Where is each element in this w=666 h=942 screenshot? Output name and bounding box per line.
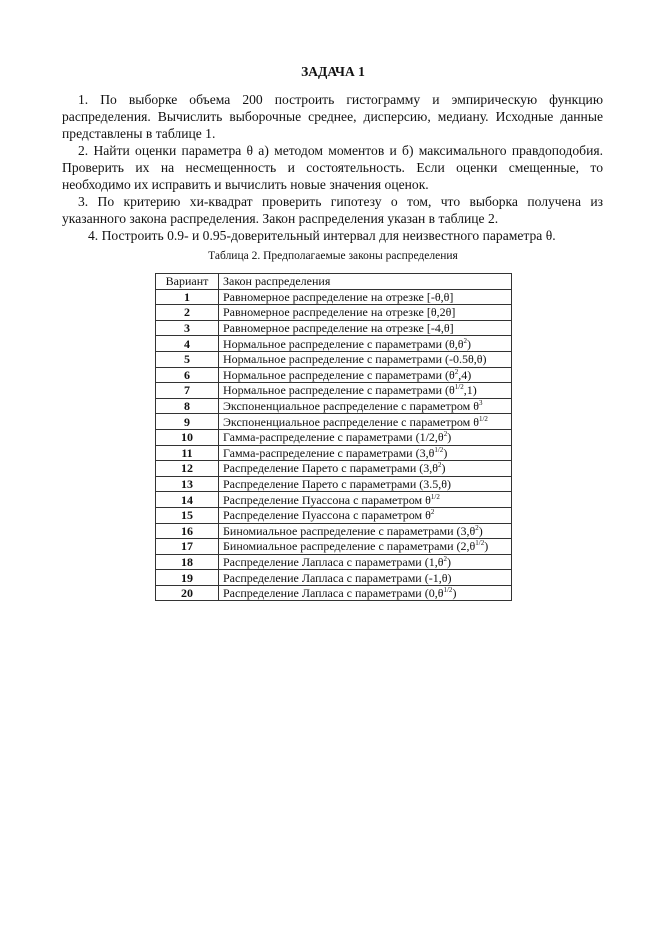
table-row	[156, 383, 512, 399]
distribution-law	[219, 367, 512, 383]
distribution-law	[219, 305, 512, 321]
variant-number: 19	[156, 570, 219, 586]
distribution-law	[219, 554, 512, 570]
distribution-law	[219, 320, 512, 336]
distribution-law	[219, 523, 512, 539]
law-post: )	[478, 523, 483, 538]
law-sup: 1/2	[475, 539, 485, 548]
law-pre: Распределение Лапласа с параметрами (-1,θ)	[223, 570, 452, 585]
page-title: ЗАДАЧА 1	[301, 64, 365, 79]
law-pre: Биномиальное распределение с параметрами (3,θ	[223, 523, 476, 538]
variant-number: 11	[156, 445, 219, 461]
law-pre: Нормальное распределение с параметрами (θ	[223, 383, 455, 398]
variant-number: 16	[156, 523, 219, 539]
law-pre: Экспоненциальное распределение с параметром θ	[223, 399, 479, 414]
law-pre: Гамма-распределение с параметрами (1/2,θ	[223, 430, 444, 445]
table-row	[156, 414, 512, 430]
law-pre: Гамма-распределение с параметрами (3,θ	[223, 445, 435, 460]
law-pre: Равномерное распределение на отрезке [θ,2θ]	[223, 305, 456, 320]
variant-number: 4	[156, 336, 219, 352]
variant-number: 9	[156, 414, 219, 430]
table-header-row	[156, 274, 512, 290]
law-sup: 2	[430, 508, 435, 517]
law-post: ,1)	[463, 383, 477, 398]
law-sup: 1/2	[454, 383, 464, 392]
distribution-law	[219, 507, 512, 523]
variant-number: 10	[156, 429, 219, 445]
law-pre: Распределение Парето с параметрами (3.5,θ)	[223, 477, 452, 492]
law-sup: 2	[443, 554, 447, 563]
law-post: )	[441, 461, 446, 476]
law-sup: 2	[443, 430, 448, 439]
law-sup: 1/2	[443, 586, 453, 595]
table-row	[156, 492, 512, 508]
law-post: )	[443, 445, 448, 460]
table-row	[156, 507, 512, 523]
variant-number: 5	[156, 351, 219, 367]
variant-number: 2	[156, 305, 219, 321]
law-pre: Распределение Пуассона с параметром θ	[223, 492, 431, 507]
table-row	[156, 523, 512, 539]
table-row	[156, 336, 512, 352]
table-row	[156, 367, 512, 383]
table-row	[156, 305, 512, 321]
distribution-law	[219, 476, 512, 492]
table-row	[156, 539, 512, 555]
distribution-law	[219, 570, 512, 586]
table-caption: Таблица 2. Предполагаемые законы распределения	[208, 250, 458, 262]
table-row	[156, 476, 512, 492]
variant-number: 13	[156, 476, 219, 492]
distribution-table	[155, 273, 512, 601]
task-item-4: 4. Построить 0.9- и 0.95-доверительный интервал для неизвестного параметра θ.	[88, 228, 556, 243]
law-pre: Распределение Пуассона с параметром θ	[223, 508, 431, 523]
distribution-law	[219, 289, 512, 305]
variant-number: 14	[156, 492, 219, 508]
law-pre: Нормальное распределение с параметрами (θ	[223, 367, 455, 382]
law-post: ,4)	[458, 367, 472, 382]
task-list	[62, 91, 603, 244]
variant-number: 6	[156, 367, 219, 383]
law-sup: 2	[454, 367, 459, 376]
distribution-law	[219, 429, 512, 445]
law-sup: 3	[478, 399, 483, 408]
table-row	[156, 289, 512, 305]
law-pre: Нормальное распределение с параметрами (θ,θ	[223, 336, 464, 351]
distribution-law	[219, 445, 512, 461]
distribution-law	[219, 492, 512, 508]
table-row	[156, 570, 512, 586]
variant-number: 20	[156, 585, 219, 601]
variant-number: 17	[156, 539, 219, 555]
distribution-law	[219, 585, 512, 601]
law-post: )	[484, 539, 489, 554]
law-sup: 1/2	[430, 492, 440, 501]
task-item-1: 1. По выборке объема 200 построить гистограмму и эмпирическую функцию распределения. Вычислить выборочные среднее, дисперсию, медиану. Исходные данные представлены в таблице 1.	[62, 92, 603, 141]
law-post: )	[446, 554, 451, 569]
law-pre: Экспоненциальное распределение с параметром θ	[223, 414, 479, 429]
table-row	[156, 398, 512, 414]
law-pre: Нормальное распределение с параметрами (-0.5θ,θ)	[223, 352, 487, 367]
distribution-law	[219, 461, 512, 477]
distribution-law	[219, 336, 512, 352]
law-pre: Распределение Парето с параметрами (3,θ	[223, 461, 439, 476]
variant-number: 8	[156, 398, 219, 414]
variant-number: 7	[156, 383, 219, 399]
distribution-law	[219, 383, 512, 399]
variant-number: 1	[156, 289, 219, 305]
header-law: Закон распределения	[219, 274, 512, 290]
law-sup: 2	[463, 336, 467, 345]
law-post: )	[452, 586, 457, 601]
law-pre: Равномерное распределение на отрезке [-θ,θ]	[223, 289, 454, 304]
distribution-law	[219, 351, 512, 367]
table-row	[156, 461, 512, 477]
table-row	[156, 320, 512, 336]
variant-number: 15	[156, 507, 219, 523]
task-item-3: 3. По критерию хи-квадрат проверить гипотезу о том, что выборка получена из указанного закона распределения. Закон распределения указан в таблице 2.	[62, 194, 603, 226]
law-pre: Равномерное распределение на отрезке [-4,θ]	[223, 321, 454, 336]
table-row	[156, 585, 512, 601]
variant-number: 3	[156, 320, 219, 336]
law-sup: 2	[438, 461, 442, 470]
table-row	[156, 554, 512, 570]
task-item-2: 2. Найти оценки параметра θ а) методом моментов и б) максимального правдоподобия. Проверить их на несмещенность и состоятельность. Если оценки смещенные, то необходимо их исправить и вычислить новые значения оценок.	[62, 143, 603, 192]
variant-number: 18	[156, 554, 219, 570]
law-pre: Биномиальное распределение с параметрами (2,θ	[223, 539, 476, 554]
distribution-law	[219, 414, 512, 430]
distribution-law	[219, 539, 512, 555]
law-sup: 2	[475, 523, 479, 532]
table-row	[156, 351, 512, 367]
law-post: )	[447, 430, 452, 445]
distribution-law	[219, 398, 512, 414]
table-row	[156, 445, 512, 461]
law-pre: Распределение Лапласа с параметрами (0,θ	[223, 586, 444, 601]
table-row	[156, 429, 512, 445]
variant-number: 12	[156, 461, 219, 477]
law-sup: 1/2	[434, 445, 444, 454]
law-sup: 1/2	[478, 414, 488, 423]
header-variant: Вариант	[156, 274, 219, 290]
law-post: )	[467, 336, 471, 351]
law-pre: Распределение Лапласа с параметрами (1,θ	[223, 554, 444, 569]
